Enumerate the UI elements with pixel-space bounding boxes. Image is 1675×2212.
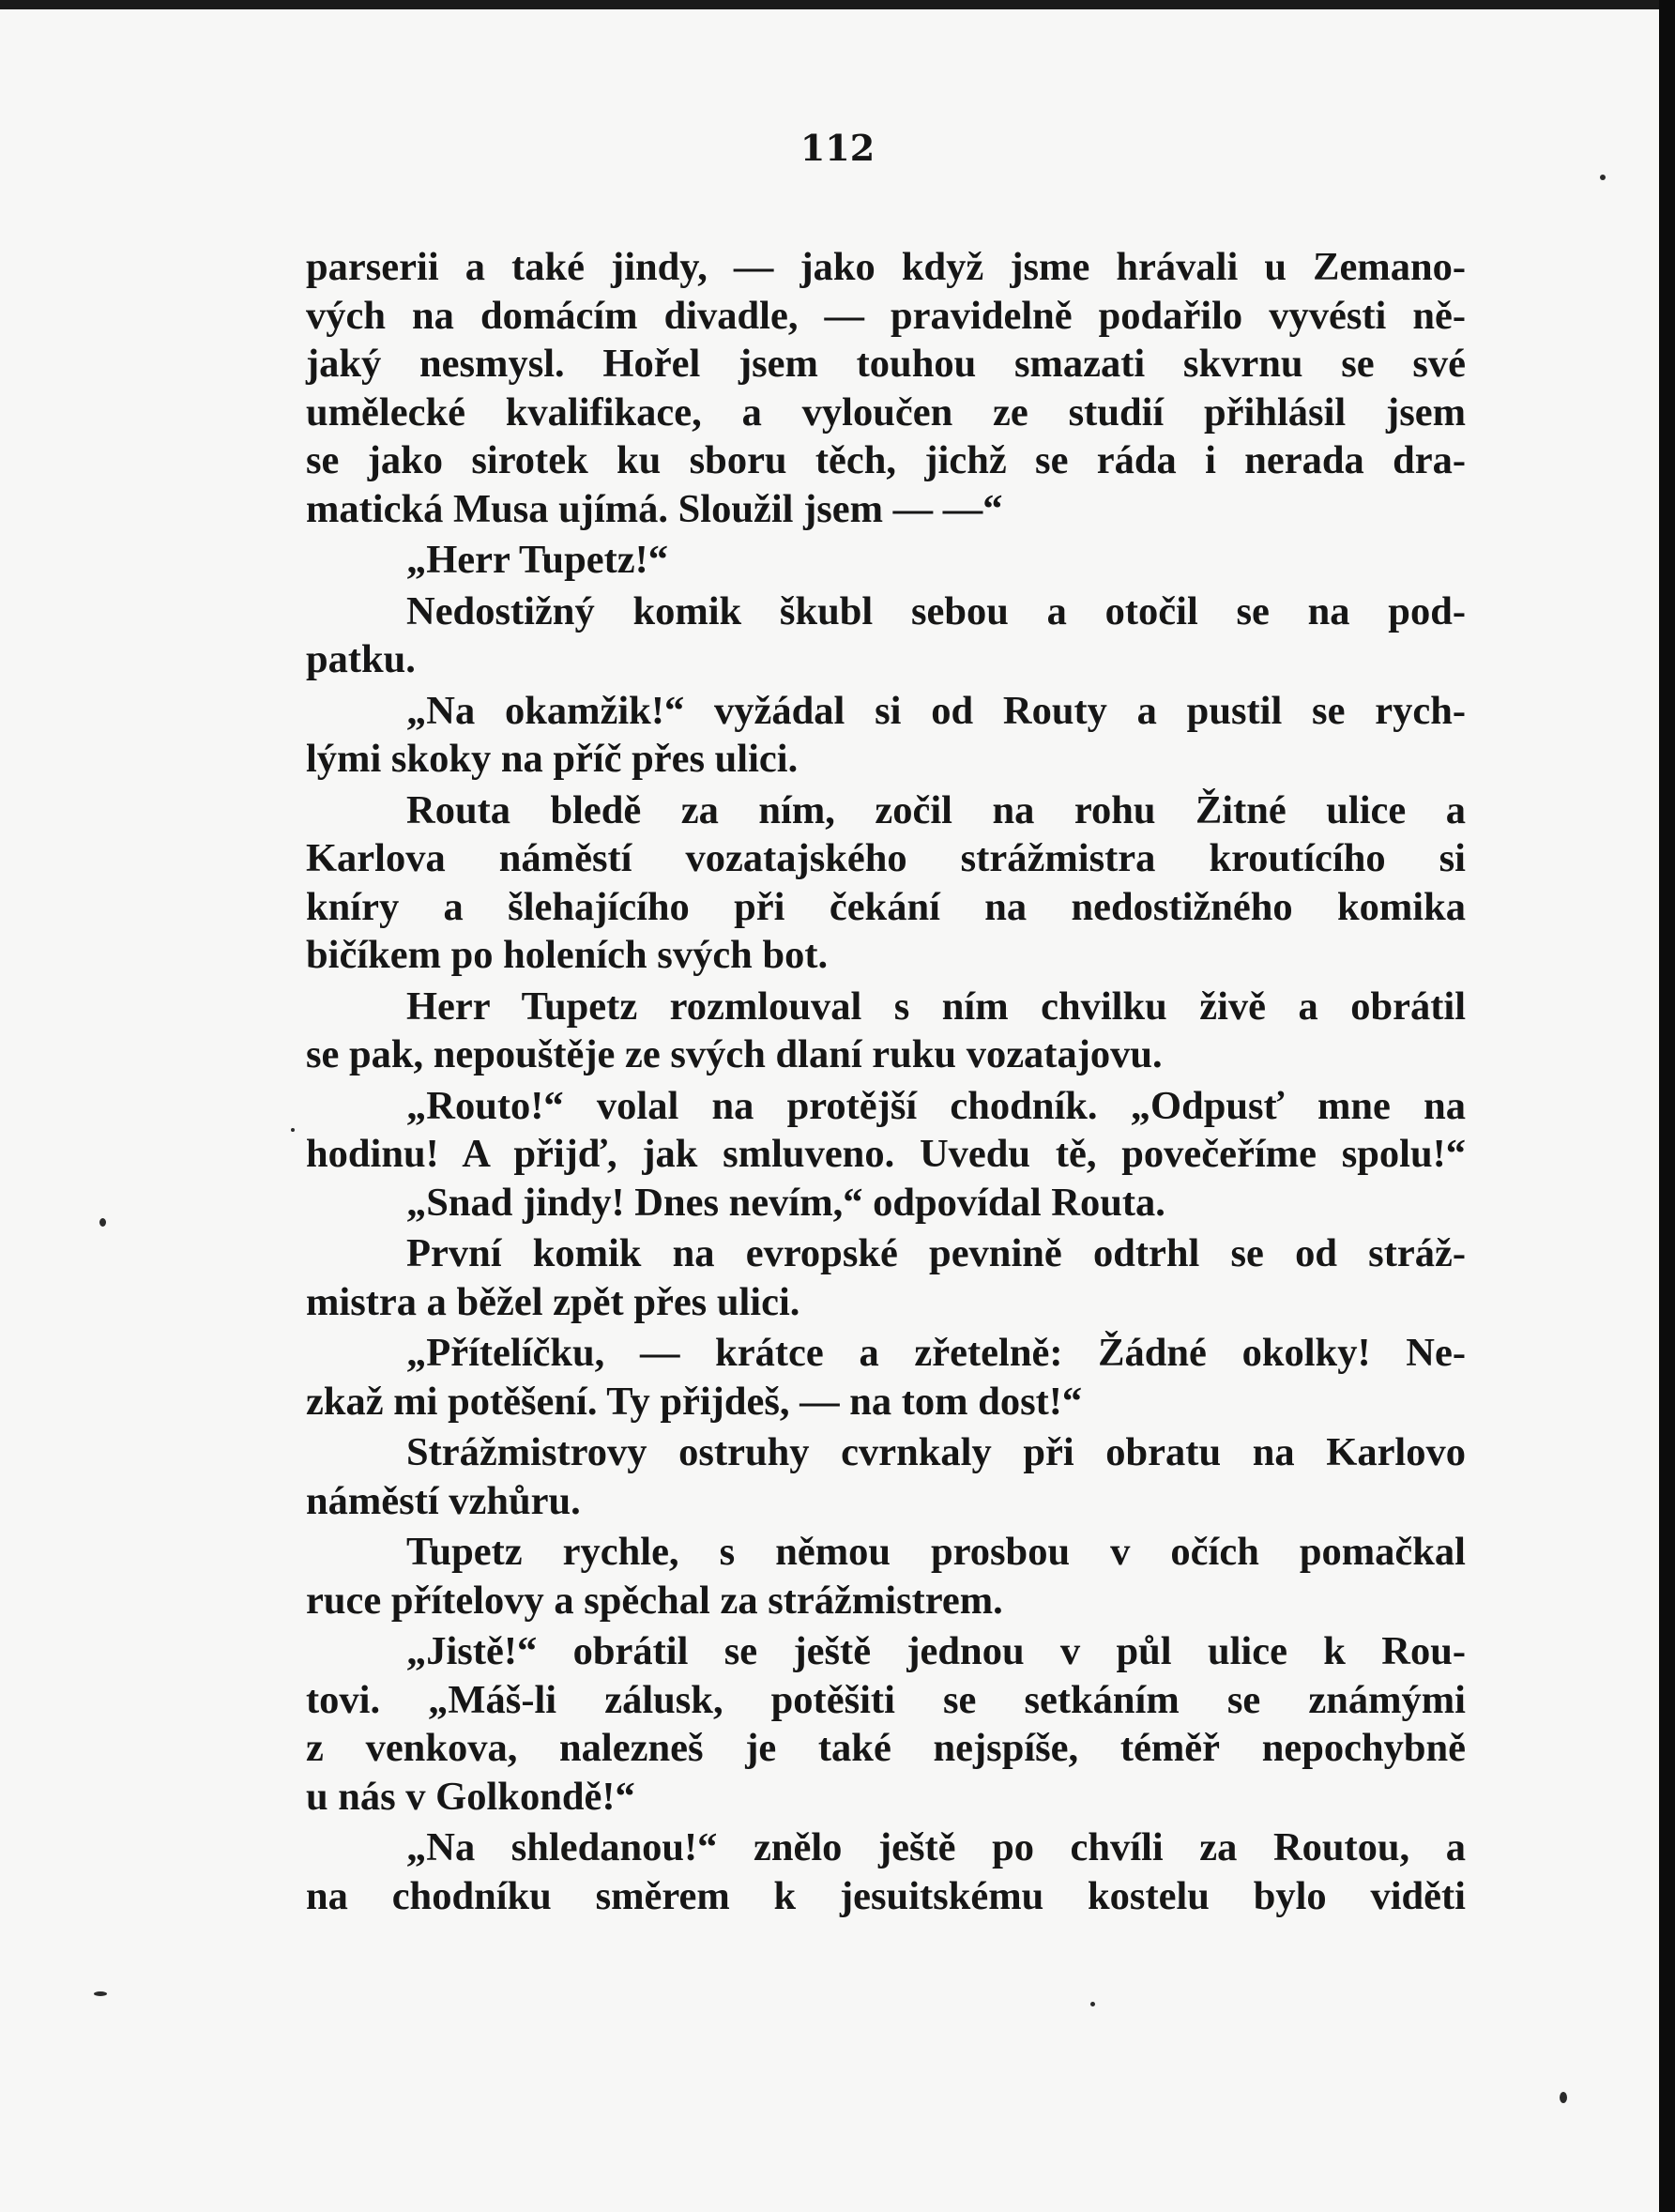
text-line: umělecké kvalifikace, a vyloučen ze studií přihlásil jsem (306, 389, 1466, 435)
paper-speck (291, 1128, 295, 1132)
text-line: „Herr Tupetz!“ (406, 538, 668, 582)
text-line: náměstí vzhůru. (306, 1478, 581, 1523)
scan-edge (1659, 0, 1675, 2212)
paper-speck (1560, 2092, 1567, 2103)
text-line: se pak, nepouštěje ze svých dlaní ruku vozatajovu. (306, 1032, 1163, 1076)
text-line: lými skoky na příč přes ulici. (306, 737, 799, 781)
text-line: „Na shledanou!“ znělo ještě po chvíli za Routou, a (406, 1825, 1466, 1869)
text-line: matická Musa ujímá. Sloužil jsem — —“ (306, 486, 1003, 531)
text-line: se jako sirotek ku sboru těch, jichž se ráda i nerada dra- (306, 438, 1466, 482)
text-line: mistra a běžel zpět přes ulici. (306, 1279, 800, 1324)
text-line: zkaž mi potěšení. Ty přijdeš, — na tom dost!“ (306, 1379, 1083, 1424)
text-line: parserii a také jindy, — jako když jsme hrávali u Zemano- (306, 245, 1466, 289)
text-line: První komik na evropské pevnině odtrhl se od stráž- (406, 1231, 1466, 1275)
text-line: Karlova náměstí vozatajského strážmistra kroutícího si (306, 836, 1466, 880)
text-line: jaký nesmysl. Hořel jsem touhou smazati skvrnu se své (306, 342, 1466, 386)
text-line: patku. (306, 637, 416, 681)
text-line: bičíkem po holeních svých bot. (306, 933, 829, 977)
text-line: „Snad jindy! Dnes nevím,“ odpovídal Routa. (406, 1180, 1165, 1225)
text-line: „Routo!“ volal na protější chodník. „Odpusť mne na (406, 1083, 1466, 1128)
text-line: hodinu! A přijď, jak smluveno. Uvedu tě, povečeříme spolu!“ (306, 1132, 1466, 1176)
paper-speck (94, 1991, 107, 1996)
text-line: „Přítelíčku, — krátce a zřetelně: Žádné okolky! Ne- (406, 1331, 1466, 1375)
text-line: „Jistě!“ obrátil se ještě jednou v půl ulice k Rou- (406, 1629, 1466, 1673)
text-line: vých na domácím divadle, — pravidelně podařilo vyvésti ně- (306, 293, 1466, 338)
paper-speck (1600, 175, 1606, 180)
text-line: z venkova, nalezneš je také nejspíše, téměř nepochybně (306, 1726, 1466, 1770)
paper-speck (1090, 2002, 1095, 2006)
text-line: Tupetz rychle, s němou prosbou v očích pomačkal (406, 1530, 1466, 1574)
text-line: na chodníku směrem k jesuitskému kostelu bylo viděti (306, 1873, 1466, 1918)
text-line: Nedostižný komik škubl sebou a otočil se na pod- (406, 588, 1466, 633)
text-line: kníry a šlehajícího při čekání na nedostižného komika (306, 884, 1466, 929)
text-line: u nás v Golkondě!“ (306, 1774, 635, 1819)
text-line: Routa bledě za ním, zočil na rohu Žitné ulice a (406, 787, 1466, 832)
text-line: Herr Tupetz rozmlouval s ním chvilku živě a obrátil (406, 984, 1466, 1029)
body-text (306, 243, 1466, 1920)
text-line: ruce přítelovy a spěchal za strážmistrem. (306, 1578, 1003, 1623)
paper-speck (99, 1218, 106, 1227)
text-line: Strážmistrovy ostruhy cvrnkaly při obratu na Karlovo (406, 1430, 1466, 1474)
text-line: tovi. „Máš-li zálusk, potěšiti se setkáním se známými (306, 1677, 1466, 1722)
text-line: „Na okamžik!“ vyžádal si od Routy a pustil se rych- (406, 688, 1466, 733)
page-number: 112 (799, 127, 876, 169)
